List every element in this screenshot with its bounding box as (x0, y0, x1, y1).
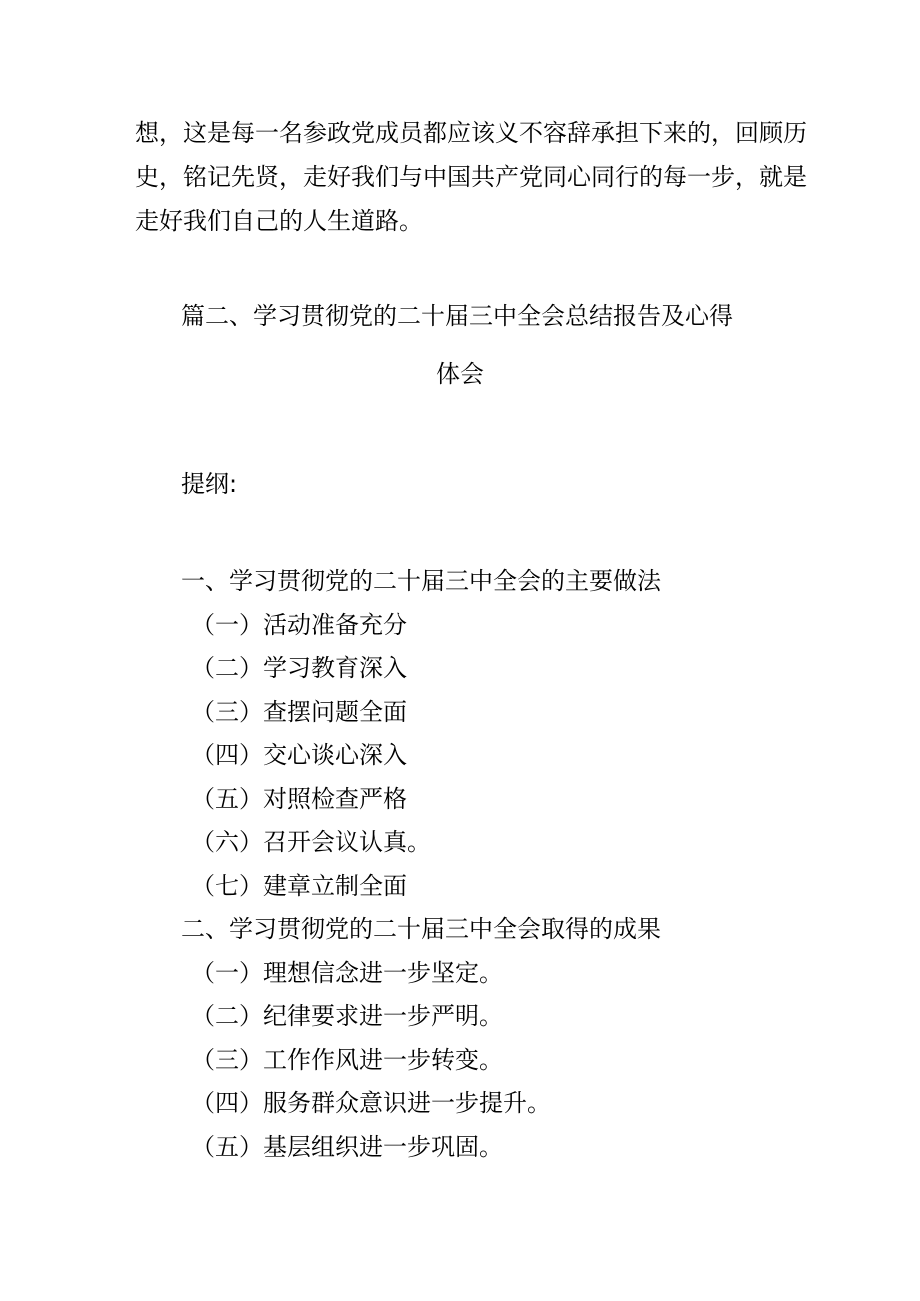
outline-item: （二）纪律要求进一步严明。 (191, 1002, 503, 1030)
outline-item: （一）理想信念进一步坚定。 (191, 958, 503, 987)
section-heading-line-1: 篇二、学习贯彻党的二十届三中全会总结报告及心得 (181, 302, 733, 330)
paragraph-line: 史，铭记先贤，走好我们与中国共产党同心同行的每一步，就是 (135, 163, 807, 191)
outline-heading: 一、学习贯彻党的二十届三中全会的主要做法 (181, 567, 661, 595)
outline-item: （七）建章立制全面 (191, 871, 407, 900)
paragraph-line: 想，这是每一名参政党成员都应该义不容辞承担下来的，回顾历 (135, 119, 807, 147)
paragraph-line: 走好我们自己的人生道路。 (135, 207, 423, 235)
outline-heading: 二、学习贯彻党的二十届三中全会取得的成果 (181, 915, 661, 943)
body-paragraph (135, 111, 807, 243)
outline-item: （四）交心谈心深入 (191, 741, 407, 769)
outline-item: （五）基层组织进一步巩固。 (191, 1132, 503, 1161)
outline-item: （三）工作作风进一步转变。 (191, 1045, 503, 1074)
outline-list (181, 560, 661, 1169)
outline-item: （一）活动准备充分 (191, 610, 407, 639)
outline-item: （六）召开会议认真。 (191, 828, 431, 856)
outline-item: （二）学习教育深入 (191, 654, 407, 682)
outline-item: （四）服务群众意识进一步提升。 (191, 1089, 551, 1117)
section-heading-line-2: 体会 (436, 360, 484, 388)
outline-label: 提纲: (181, 470, 238, 498)
outline-item: （五）对照检查严格 (191, 784, 407, 813)
outline-item: （三）查摆问题全面 (191, 697, 407, 726)
